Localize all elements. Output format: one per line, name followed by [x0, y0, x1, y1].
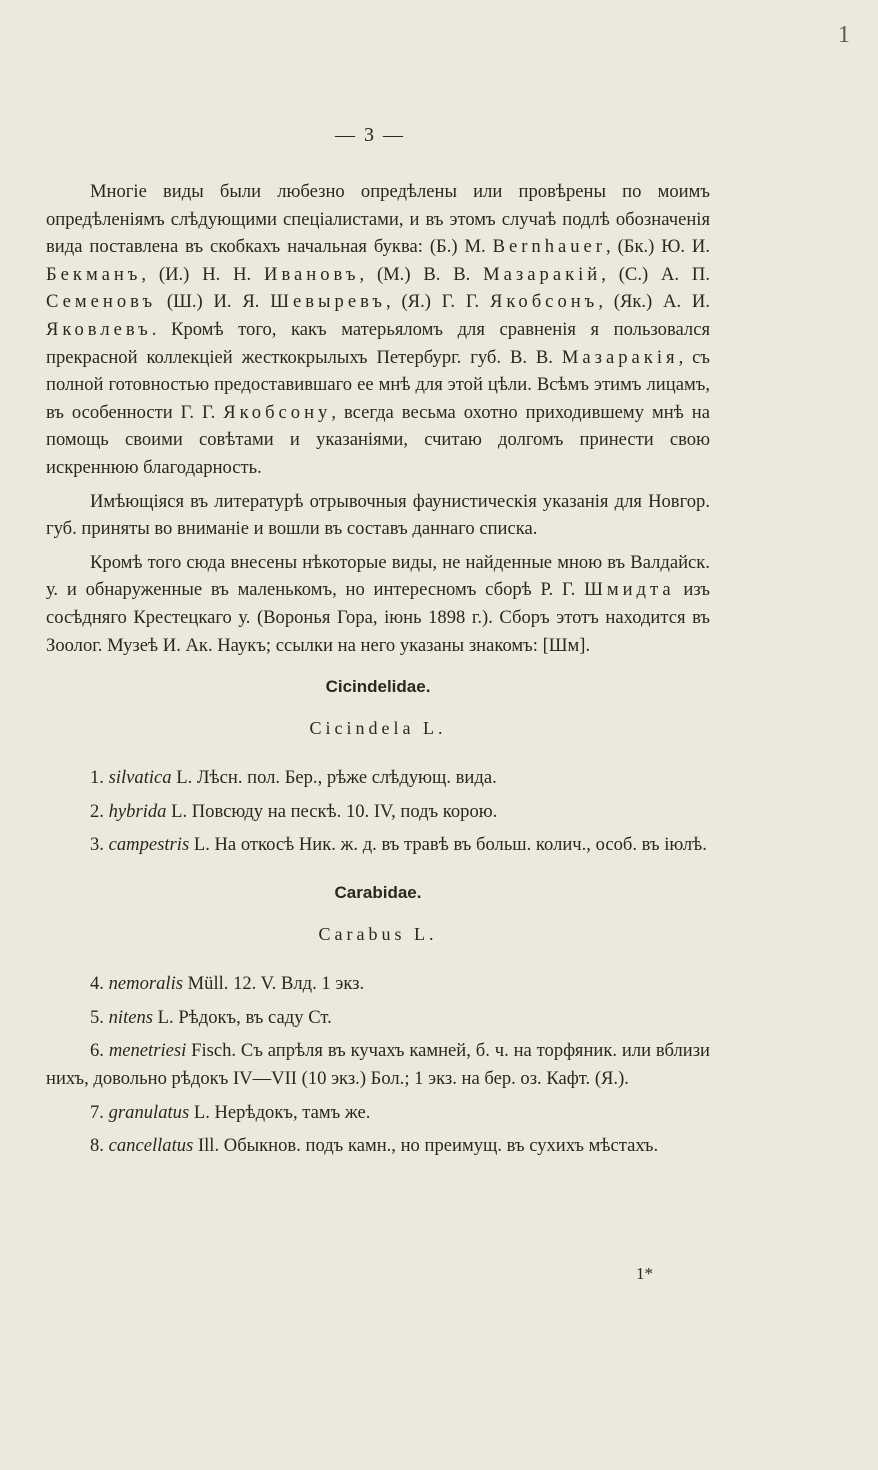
species-entry: 7. granulatus L. Нерѣдокъ, тамъ же. [90, 1101, 371, 1123]
collection-paragraph: Кромѣ того сюда внесены нѣкоторые виды, не найденные мною въ Валдайск. у. и обнаруженные въ маленькомъ, но интересномъ сборѣ Р. Г. Шмидта изъ сосѣдняго Крестецкаго у. (Воронья Гора, іюнь 1898 г.). Сборъ этотъ находится въ Зоолог. Музеѣ И. Ак. Наукъ; ссылки на него указаны знакомъ: [Шм]. [46, 551, 710, 656]
species-entry: 2. hybrida L. Повсюду на пескѣ. 10. IV, подъ корою. [90, 800, 498, 822]
species-entry: 3. campestris L. На откосѣ Ник. ж. д. въ травѣ въ больш. колич., особ. въ іюлѣ. [90, 834, 707, 856]
species-entry: 5. nitens L. Рѣдокъ, въ саду Ст. [90, 1006, 332, 1028]
page-body [46, 178, 710, 1166]
corner-mark: 1 [838, 22, 850, 48]
family-heading-cicindelidae: Cicindelidae. [325, 677, 431, 697]
acknowledgments-paragraph: Многіе виды были любезно опредѣлены или провѣрены по моимъ опредѣленіямъ слѣдующими спеціалистами, и въ этомъ случаѣ подлѣ обозначенія вида поставлена въ скобкахъ начальная буква: (Б.) М. Bernhauer, (Бк.) Ю. И. Бекманъ, (И.) Н. Н. Ивановъ, (М.) В. В. Мазаракій, (С.) А. П. Семеновъ (Ш.) И. Я. Шевыревъ, (Я.) Г. Г. Якобсонъ, (Як.) А. И. Яковлевъ. Кромѣ того, какъ матерьяломъ для сравненія я пользовался прекрасной коллекціей жесткокрылыхъ Петербург. губ. В. В. Мазаракія, съ полной готовностью предоставившаго ее мнѣ для этой цѣли. Всѣмъ этимъ лицамъ, въ особенности Г. Г. Якобсону, всегда весьма охотно приходившему мнѣ на помощь своими совѣтами и указаніями, считаю долгомъ принести свою искреннюю благодарность. [46, 181, 711, 478]
species-entry: 1. silvatica L. Лѣсн. пол. Бер., рѣже слѣдующ. вида. [90, 767, 497, 789]
signature-mark: 1* [636, 1264, 653, 1283]
family-heading-carabidae: Carabidae. [334, 883, 422, 903]
species-entry: 8. cancellatus Ill. Обыкнов. подъ камн., но преимущ. въ сухихъ мѣстахъ. [90, 1135, 659, 1157]
literature-paragraph: Имѣющіяся въ литературѣ отрывочныя фаунистическія указанія для Новгор. губ. приняты во вниманіе и вошли въ составъ даннаго списка. [46, 490, 710, 540]
page-number: — 3 — [335, 124, 405, 146]
genus-heading-carabus: Carabus L. [318, 923, 438, 944]
genus-heading-cicindela: Cicindela L. [309, 717, 447, 738]
species-entry: 6. menetriesi Fisch. Съ апрѣля въ кучахъ камней, б. ч. на торфяник. или вблизи нихъ, довольно рѣдокъ IV—VII (10 экз.) Бол.; 1 экз. на бер. оз. Кафт. (Я.). [46, 1040, 710, 1090]
species-entry: 4. nemoralis Müll. 12. V. Влд. 1 экз. [90, 973, 365, 995]
